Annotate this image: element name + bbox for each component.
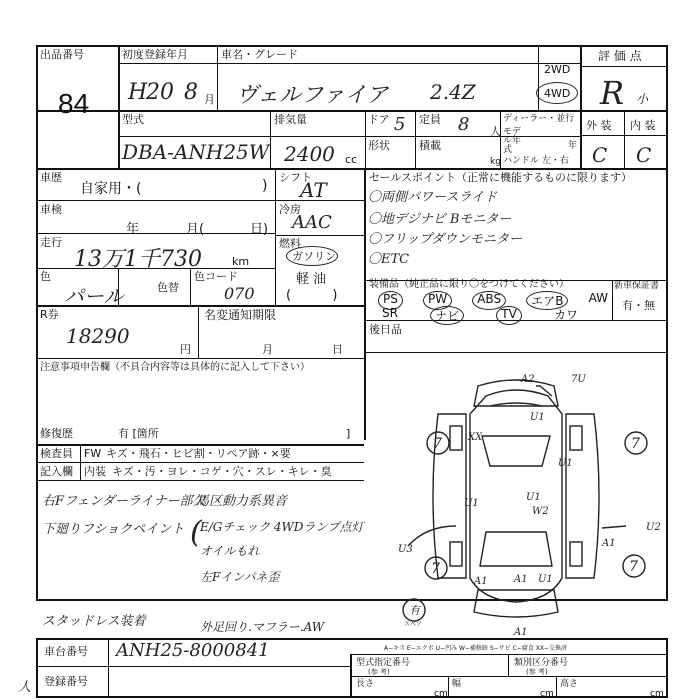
pointer-line bbox=[602, 526, 626, 528]
equipment-row-2 bbox=[382, 306, 578, 325]
rule bbox=[580, 45, 582, 168]
rule bbox=[36, 110, 668, 112]
warranty-label: 新車保証書 bbox=[614, 281, 660, 291]
recolor-label: 色替 bbox=[157, 281, 179, 294]
rule bbox=[364, 352, 668, 353]
eq-airbag: エアB bbox=[526, 291, 568, 310]
comment-2: 下廻りフショクペイント bbox=[42, 522, 185, 537]
wheel-icon bbox=[450, 426, 462, 450]
ac-label: 冷房 bbox=[279, 203, 301, 216]
fuel-label: 燃料 bbox=[279, 237, 301, 250]
first-reg-era: H bbox=[128, 80, 148, 105]
rule bbox=[36, 200, 275, 201]
rule bbox=[36, 444, 364, 446]
ext-label: 外 装 bbox=[586, 119, 612, 132]
damage-legend: A−キズ E−エクボ U−凹み W−補修跡 S−サビ C−腐食 XX−交換済 bbox=[384, 645, 567, 652]
spare-mark: 有 bbox=[409, 604, 420, 617]
inspector-row1-head: FW bbox=[84, 447, 102, 460]
ref-note-2: (参 考) bbox=[526, 668, 548, 676]
rule bbox=[80, 444, 81, 480]
displacement: 2400 bbox=[284, 142, 335, 166]
rule bbox=[275, 168, 276, 305]
inspector-label-1: 検査員 bbox=[40, 447, 73, 460]
disp-unit: cc bbox=[345, 153, 358, 166]
sales-point-2: 〇地デジナビ Bモニター bbox=[368, 212, 512, 227]
height-label: 高さ bbox=[560, 679, 579, 689]
mark-a2: A2 bbox=[521, 374, 535, 385]
width-label: 幅 bbox=[452, 679, 462, 689]
rule bbox=[580, 66, 668, 67]
shift-value: AT bbox=[300, 178, 327, 202]
sales-point-3: 〇フリップダウンモニター bbox=[368, 232, 523, 247]
category-label: 類別区分番号 bbox=[514, 658, 569, 668]
sales-point-4: 〇ETC bbox=[368, 252, 410, 267]
repair-label: 修復歴 bbox=[40, 427, 73, 440]
warranty-value: 有・無 bbox=[622, 299, 655, 312]
mark-7-rl: 7 bbox=[431, 561, 440, 577]
rule bbox=[415, 110, 416, 168]
yen-unit: 円 bbox=[180, 343, 191, 356]
load-unit: kg bbox=[490, 157, 501, 167]
car-name: ヴェルファイア bbox=[236, 83, 389, 108]
car-name-label: 車名・グレード bbox=[221, 48, 298, 61]
mark-u1-right: U1 bbox=[558, 458, 573, 469]
comment-4: E/Gチェック 4WDランプ点灯 bbox=[200, 520, 364, 534]
ext-grade: C bbox=[592, 143, 608, 167]
reg-label: 登録番号 bbox=[44, 675, 88, 688]
mark-a1-right: A1 bbox=[602, 538, 616, 549]
rule bbox=[118, 45, 120, 168]
mark-u1-hood: U1 bbox=[530, 412, 545, 423]
notes-title: 注意事項申告欄（不具合内容等は具体的に記入して下さい） bbox=[40, 362, 310, 373]
month-unit: 月 bbox=[204, 93, 215, 106]
left-mark: 人 bbox=[18, 680, 32, 695]
eq-leather: カワ bbox=[553, 308, 578, 322]
capacity: 8 bbox=[458, 114, 470, 135]
grade: 2.4Z bbox=[430, 80, 476, 104]
mark-a1-rear: A1 bbox=[514, 574, 528, 585]
rule bbox=[198, 305, 199, 358]
car-front-view bbox=[474, 380, 558, 406]
eq-navi: ナビ bbox=[430, 306, 464, 325]
inspector-row2-head: 内装 bbox=[84, 465, 106, 478]
shaken-month: 月( bbox=[186, 222, 205, 237]
fuel-gasoline: ガソリン bbox=[292, 250, 336, 263]
doors: 5 bbox=[394, 114, 406, 135]
first-reg-year: 20 bbox=[146, 80, 174, 105]
mark-w2-roof: W2 bbox=[532, 506, 549, 517]
year-unit: 年 bbox=[568, 141, 578, 151]
score-value: R bbox=[600, 74, 625, 112]
cap-unit: 人 bbox=[490, 125, 501, 138]
rule bbox=[118, 63, 580, 64]
mark-7u: 7U bbox=[571, 374, 586, 385]
rear-window bbox=[480, 532, 552, 566]
chassis-label: 車台番号 bbox=[44, 645, 88, 658]
rule bbox=[217, 45, 218, 110]
ac-value: AAC bbox=[292, 212, 332, 233]
rule bbox=[36, 358, 364, 359]
sales-point-1: 〇両側パワースライド bbox=[368, 190, 497, 205]
width-unit: cm bbox=[540, 689, 554, 699]
mark-u2: U2 bbox=[646, 522, 661, 533]
windshield bbox=[482, 436, 550, 466]
mark-7-fr: 7 bbox=[631, 436, 640, 452]
rule bbox=[612, 280, 613, 320]
repair-close: ] bbox=[346, 427, 351, 440]
model-label: 型式 bbox=[122, 113, 144, 126]
score-note: 小 bbox=[636, 92, 649, 106]
score-label: 評 価 点 bbox=[598, 49, 642, 63]
eq-abs: ABS bbox=[472, 291, 506, 310]
mark-u3: U3 bbox=[398, 544, 413, 555]
mark-7-fl: 7 bbox=[433, 436, 442, 452]
drive-2wd: 2WD bbox=[544, 63, 571, 76]
type-designation-label: 型式指定番号 bbox=[356, 658, 411, 668]
drive-4wd: 4WD bbox=[544, 87, 571, 100]
shaken-year: 年 bbox=[126, 222, 140, 237]
wheel-icon bbox=[450, 542, 462, 566]
wheel-icon bbox=[570, 542, 582, 566]
rule bbox=[556, 676, 557, 698]
eq-tv: TV bbox=[496, 306, 522, 325]
comment-1: 右Fフェンダーライナー部欠 bbox=[42, 494, 206, 509]
inspector-label-2: 記入欄 bbox=[40, 465, 73, 478]
shaken-day: 日) bbox=[250, 222, 269, 237]
mark-a1-left: A1 bbox=[474, 576, 488, 587]
first-reg-month: 8 bbox=[184, 80, 198, 105]
rule bbox=[36, 666, 350, 667]
fuel-other: ( ) bbox=[286, 288, 338, 303]
mileage-label: 走行 bbox=[40, 236, 62, 249]
eq-aw: AW bbox=[588, 291, 608, 305]
shaken-label: 車検 bbox=[40, 203, 62, 216]
model-code: DBA-ANH25W bbox=[122, 140, 270, 164]
mark-xx: XX bbox=[468, 432, 483, 443]
comment-5: オイルもれ bbox=[200, 544, 260, 558]
shift-label: シフト bbox=[279, 171, 312, 184]
handle-label: ハンドル 左・右 bbox=[503, 156, 569, 166]
color-label: 色 bbox=[40, 270, 51, 283]
model-year-label: モデル年式 bbox=[503, 127, 522, 155]
fuel-diesel: 軽 油 bbox=[296, 272, 327, 287]
mileage: 13万1千730 bbox=[74, 247, 202, 272]
mark-u1-roof: U1 bbox=[526, 492, 541, 503]
history-label: 車歴 bbox=[40, 171, 62, 184]
rule bbox=[275, 235, 364, 236]
mark-a1-bottom: A1 bbox=[514, 627, 528, 638]
load-label: 積載 bbox=[419, 139, 441, 152]
dealer-label: ディーラー・並行 bbox=[503, 114, 575, 124]
rule bbox=[270, 110, 271, 168]
equipment-title: 装備品（純正品に限り〇をつけてください） bbox=[369, 279, 569, 290]
color-value: パール bbox=[64, 284, 124, 308]
car-diagram bbox=[366, 356, 666, 641]
disp-label: 排気量 bbox=[274, 113, 307, 126]
rule bbox=[365, 110, 366, 168]
shape-label: 形状 bbox=[368, 139, 390, 152]
rule bbox=[350, 654, 668, 655]
rule bbox=[624, 110, 625, 168]
ref-note-1: (参 考) bbox=[368, 668, 390, 676]
backseat-label: 後日品 bbox=[369, 323, 402, 336]
transfer-day: 日 bbox=[332, 343, 343, 356]
rule bbox=[448, 676, 449, 698]
rule bbox=[36, 462, 364, 463]
int-label: 内 装 bbox=[630, 119, 656, 132]
repair-value: 有 [箇所 bbox=[118, 427, 159, 440]
rule bbox=[350, 676, 668, 677]
rule bbox=[36, 233, 275, 234]
mark-u1-rear: U1 bbox=[538, 574, 553, 585]
lot-number: 84 bbox=[58, 88, 90, 119]
rule bbox=[538, 45, 539, 110]
history-value: 自家用・( bbox=[80, 181, 142, 197]
first-reg-label: 初度登録年月 bbox=[122, 48, 188, 61]
lot-label: 出品番号 bbox=[40, 48, 84, 61]
recycle-value: 18290 bbox=[66, 324, 130, 348]
comment-3: 馬区動力系異音 bbox=[196, 494, 288, 509]
eq-pw: PW bbox=[423, 291, 452, 310]
comment-8: 外足回り.マフラー.AW bbox=[200, 620, 325, 634]
transfer-label: 名変通知期限 bbox=[204, 308, 277, 322]
bracket: ( bbox=[190, 515, 202, 550]
rule bbox=[36, 480, 364, 481]
length-unit: cm bbox=[434, 689, 448, 699]
door-label: ドア bbox=[368, 113, 390, 126]
inspector-row2-items: キズ・汚・ヨレ・コゲ・穴・スレ・キレ・臭 bbox=[112, 465, 332, 478]
color-code-label: 色コード bbox=[194, 270, 238, 283]
car-body-top bbox=[470, 390, 562, 602]
cap-label: 定員 bbox=[419, 113, 441, 126]
inspector-row1-items: キズ・飛石・ヒビ割・リペア跡・×要 bbox=[106, 447, 291, 460]
height-unit: cm bbox=[650, 689, 664, 699]
sales-title: セールスポイント（正常に機能するものに限ります） bbox=[369, 171, 633, 184]
recycle-label: R券 bbox=[40, 308, 59, 321]
mark-u1-left: U1 bbox=[464, 498, 479, 509]
comment-7: スタッドレス装着 bbox=[42, 614, 146, 629]
color-code: 070 bbox=[224, 284, 255, 303]
wheel-icon bbox=[570, 426, 582, 450]
eq-sr: SR bbox=[382, 306, 398, 320]
eq-ps: PS bbox=[378, 291, 403, 310]
mark-7-rr: 7 bbox=[629, 559, 638, 575]
spare-label: スペア bbox=[404, 621, 423, 628]
int-grade: C bbox=[636, 143, 652, 167]
history-close: ) bbox=[262, 178, 268, 194]
comment-6: 左Fインパネ歪 bbox=[200, 570, 280, 584]
mileage-unit: km bbox=[232, 255, 250, 268]
chassis-number: ANH25-8000841 bbox=[116, 640, 270, 661]
length-label: 長さ bbox=[356, 679, 375, 689]
rule bbox=[190, 268, 191, 305]
rule bbox=[108, 638, 109, 698]
pointer-line bbox=[408, 526, 456, 546]
rule bbox=[508, 654, 509, 676]
rule bbox=[36, 168, 668, 170]
transfer-month: 月 bbox=[262, 343, 273, 356]
